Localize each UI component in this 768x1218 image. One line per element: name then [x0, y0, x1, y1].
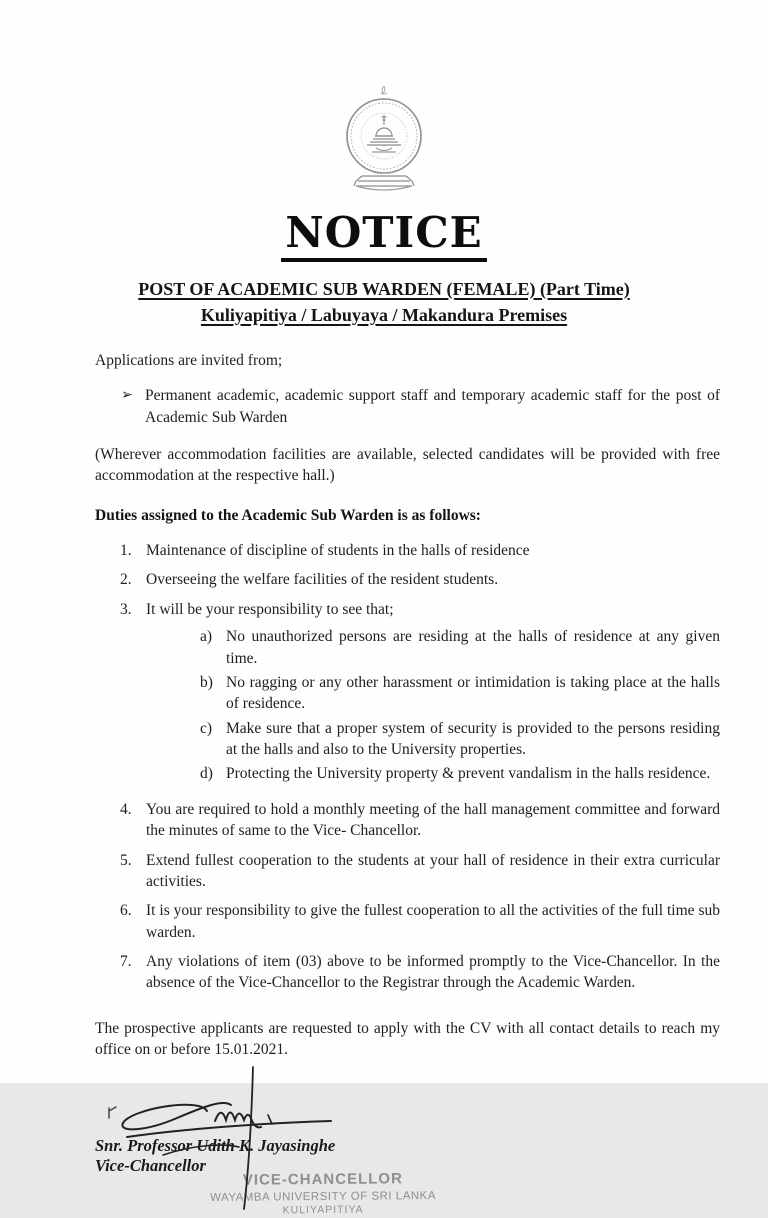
- duties-list: [120, 540, 720, 620]
- intro-line: Applications are invited from;: [95, 351, 283, 369]
- duties-list-continued: [120, 799, 720, 994]
- sub-item-a: [200, 626, 720, 669]
- signatory-title: Vice-Chancellor: [95, 1155, 206, 1175]
- post-heading-line1: POST OF ACADEMIC SUB WARDEN (FEMALE) (Part Time): [138, 278, 630, 299]
- duty-item-2: [120, 569, 720, 590]
- closing-paragraph: The prospective applicants are requested to apply with the CV with all contact details to reach my office on or before 15.01.2021.: [95, 1019, 720, 1059]
- sub-item-c: [200, 718, 720, 761]
- crest-container: [0, 0, 768, 202]
- sub-item-b: [200, 672, 720, 715]
- duty-item-6-number: 6.: [120, 902, 132, 920]
- duty-item-1-text: Maintenance of discipline of students in the halls of residence: [146, 542, 530, 559]
- signature-block: [95, 1061, 720, 1216]
- page-title: NOTICE: [281, 210, 486, 261]
- stamp-line-1: VICE-CHANCELLOR: [242, 1169, 403, 1189]
- duty-item-1-number: 1.: [120, 542, 132, 559]
- duty-item-5: [120, 850, 720, 893]
- signature-scrawl: [103, 1063, 353, 1213]
- sub-item-b-letter: b): [200, 673, 213, 691]
- accommodation-note: (Wherever accommodation facilities are available, selected candidates will be provided with free accommodation at the respective hall.): [95, 445, 720, 485]
- sub-item-c-letter: c): [200, 719, 213, 737]
- duties-heading: Duties assigned to the Academic Sub Warden is as follows:: [95, 506, 481, 524]
- duty-item-7-number: 7.: [120, 953, 132, 970]
- post-heading: [0, 276, 768, 328]
- signatory-name: Snr. Professor Udith K. Jayasinghe: [95, 1135, 336, 1155]
- duty-item-7-text: Any violations of item (03) above to be informed promptly to the Vice-Chancellor. In the absence of the Vice-Chancellor to the Registrar through the Academic Warden.: [146, 953, 720, 992]
- duty-item-4: [120, 799, 720, 842]
- sub-item-b-text: No ragging or any other harassment or intimidation is taking place at the halls of residence.: [226, 673, 720, 713]
- invitee-bullet-text: Permanent academic, academic support staff and temporary academic staff for the post of Academic Sub Warden: [145, 387, 720, 426]
- invitee-bullet-item: [121, 385, 720, 428]
- sub-item-a-text: No unauthorized persons are residing at the halls of residence at any given time.: [226, 628, 720, 667]
- stamp-line-3: KULIYAPITIYA: [282, 1203, 364, 1216]
- duty-item-6-text: It is your responsibility to give the fullest cooperation to all the activities of the full time sub warden.: [146, 902, 720, 941]
- duty-item-4-text: You are required to hold a monthly meeting of the hall management committee and forward the minutes of same to the Vice- Chancellor.: [146, 800, 720, 840]
- duty-item-3-text: It will be your responsibility to see that;: [146, 600, 394, 618]
- arrow-bullet-icon: ➢: [121, 388, 133, 404]
- sub-item-a-letter: a): [200, 628, 213, 646]
- duty-item-7: [120, 951, 720, 994]
- sub-item-c-text: Make sure that a proper system of security is provided to the persons residing at the halls and also to the University properties.: [226, 719, 720, 758]
- notice-body: [0, 350, 768, 1216]
- sub-item-d-letter: d): [200, 765, 213, 783]
- title-container: [0, 210, 768, 261]
- sub-item-d: [200, 763, 720, 784]
- duty-item-4-number: 4.: [120, 800, 132, 818]
- duty-item-2-number: 2.: [120, 571, 132, 589]
- duty-item-1: [120, 540, 720, 561]
- stamp-line-2: WAYAMBA UNIVERSITY OF SRI LANKA: [209, 1189, 437, 1204]
- duty-item-6: [120, 900, 720, 943]
- university-crest-icon: [332, 84, 436, 196]
- duty-item-5-text: Extend fullest cooperation to the students at your hall of residence in their extra curricular activities.: [146, 851, 720, 890]
- duty-item-5-number: 5.: [120, 851, 132, 869]
- duty-item-3: [120, 599, 720, 620]
- post-heading-line2: Kuliyapitiya / Labuyaya / Makandura Premises: [200, 304, 568, 325]
- duty-item-3-number: 3.: [120, 600, 132, 618]
- sub-item-d-text: Protecting the University property & prevent vandalism in the halls residence.: [226, 765, 711, 783]
- duty-3-sublist: [200, 626, 720, 785]
- duty-item-2-text: Overseeing the welfare facilities of the resident students.: [146, 571, 499, 589]
